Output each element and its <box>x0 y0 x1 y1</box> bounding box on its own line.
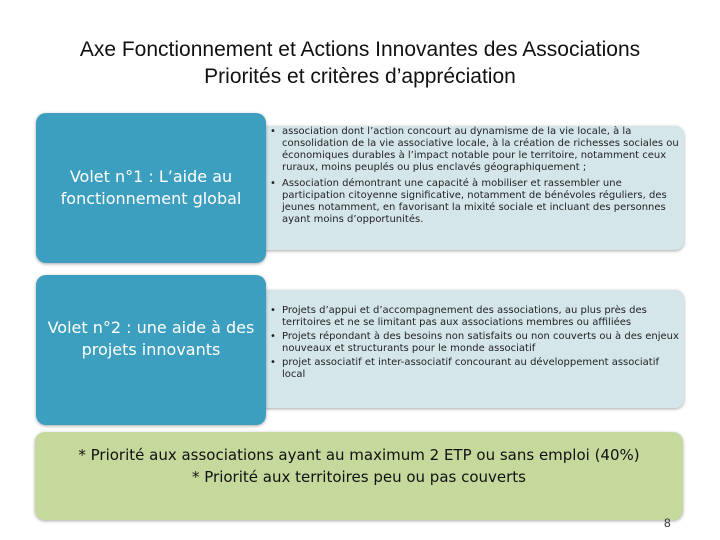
page-number: 8 <box>664 516 671 530</box>
volet1-label-line-1: Volet n°1 : L’aide au <box>69 167 233 186</box>
title-line-2: Priorités et critères d’appréciation <box>204 65 516 88</box>
volet1-criteria-list <box>270 126 680 230</box>
volet1-label-line-2: fonctionnement global <box>60 189 242 208</box>
volet2-criterion-3: • projet associatif et inter-associatif concourant au développement associatif local <box>270 357 680 381</box>
priority-line-2: * Priorité aux territoires peu ou pas couverts <box>191 468 526 486</box>
slide-title <box>0 36 720 90</box>
title-line-1: Axe Fonctionnement et Actions Innovantes des Associations <box>79 38 641 61</box>
priorities-panel <box>35 432 683 520</box>
priority-line-1: * Priorité aux associations ayant au maximum 2 ETP ou sans emploi (40%) <box>78 446 640 464</box>
volet2-label-panel <box>36 275 266 425</box>
volet2-criteria-list <box>270 305 680 385</box>
volet1-criterion-2: • Association démontrant une capacité à mobiliser et rassembler une participation citoyenne significative, notamment de bénévoles réguliers, des jeunes notamment, en favorisant la mixité sociale et incluant des personnes ayant moins d’opportunités. <box>270 178 680 226</box>
volet2-label-line-1: Volet n°2 : une aide à des <box>47 318 255 337</box>
volet2-criterion-2: • Projets répondant à des besoins non satisfaits ou non couverts ou à des enjeux nouveaux et structurants pour le monde associatif <box>270 331 680 355</box>
volet1-criterion-1: • association dont l’action concourt au dynamisme de la vie locale, à la consolidation de la vie associative locale, à la création de richesses sociales ou économiques durables à l’impact notable pour le territoire, notamment ceux ruraux, moins peuplés ou plus enclavés géographiquement ; <box>270 126 680 174</box>
volet2-criterion-1: • Projets d’appui et d’accompagnement des associations, au plus près des territoires et ne se limitant pas aux associations membres ou affiliées <box>270 305 680 329</box>
volet1-label-panel <box>36 113 266 263</box>
volet2-label-line-2: projets innovants <box>81 340 221 359</box>
